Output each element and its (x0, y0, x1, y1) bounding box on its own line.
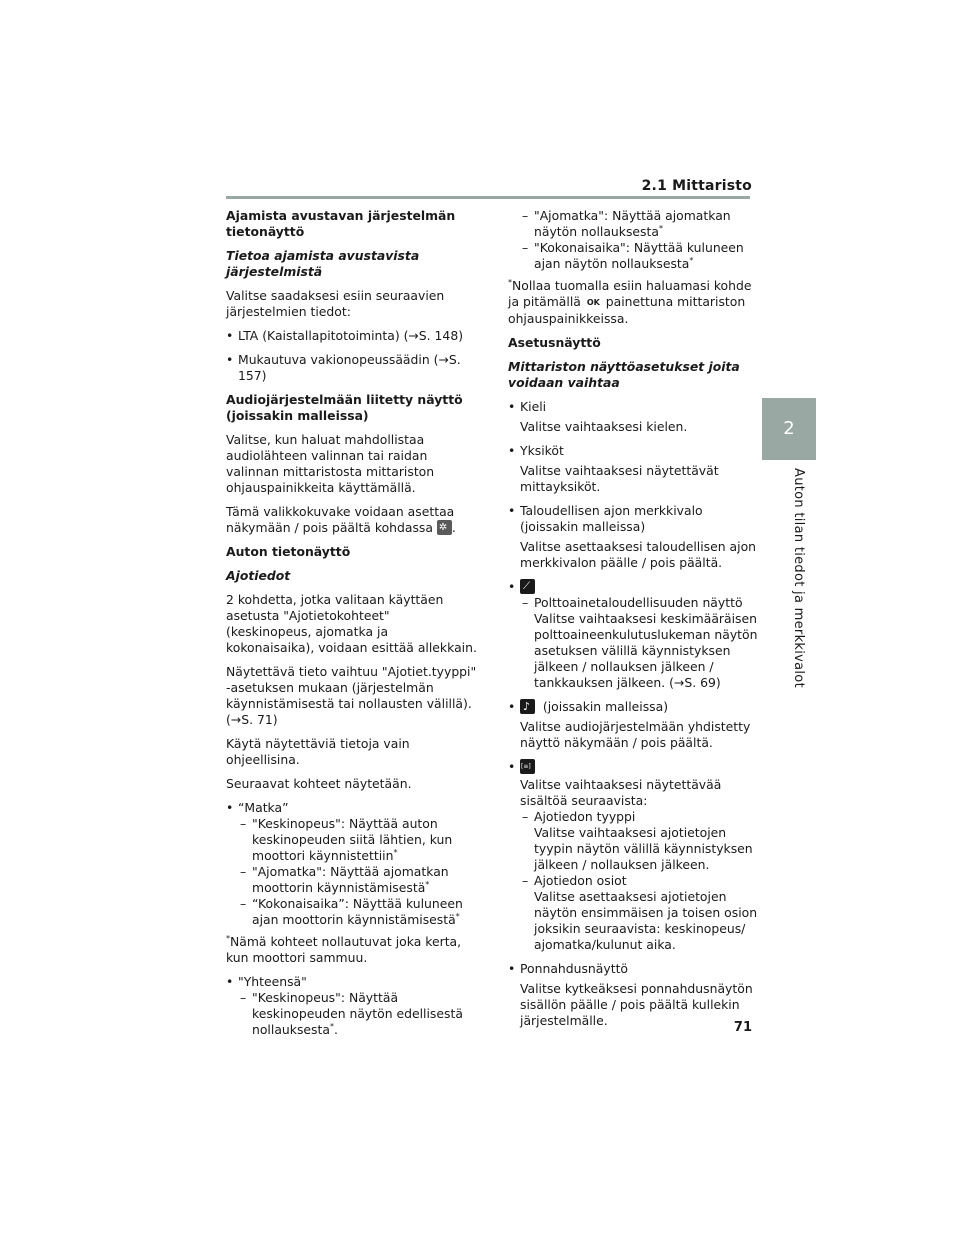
bullet-item: • Mukautuva vakionopeussäädin (→S. 157) (226, 352, 478, 384)
paragraph (226, 504, 478, 536)
text: “Kokonaisaika”: Näyttää kuluneen ajan moottorin käynnistämisestä (252, 896, 463, 927)
dash-item: – Ajotiedon tyyppi (508, 809, 760, 825)
text: Tämä valikkokuvake voidaan asettaa näkymään / pois päältä kohdassa (226, 504, 455, 535)
footnote (508, 278, 760, 327)
music-note-icon (520, 699, 535, 714)
paragraph: Valitse, kun haluat mahdollistaa audiolähteen valinnan tai raidan valinnan mittaristosta mittariston ohjauspainikkeita käyttämällä. (226, 432, 435, 495)
chapter-tab (762, 398, 816, 460)
text: "Ajomatka": Näyttää ajomatkan näytön nollauksesta (534, 208, 731, 239)
bullet-description: Valitse kytkeäksesi ponnahdusnäytön sisällön päälle / pois päältä kullekin järjestelmälle. (520, 981, 753, 1028)
footnote-mark: * (329, 1021, 334, 1031)
right-column (508, 208, 760, 1037)
text: "Kokonaisaika": Näyttää kuluneen ajan näytön nollauksesta (534, 240, 744, 271)
paragraph: 2 kohdetta, jotka valitaan käyttäen asetusta "Ajotietokohteet" (keskinopeus, ajomatka ja kokonaisaika), voidaan esittää allekkain. (226, 592, 477, 655)
paragraph: Näytettävä tieto vaihtuu "Ajotiet.tyyppi" -asetuksen mukaan (järjestelmän käynnistämisestä tai nollausten välillä). (→S. 71) (226, 664, 477, 727)
text: "Ajomatka": Näyttää ajomatkan moottorin käynnistämisestä (252, 864, 449, 895)
footnote-mark: * (425, 879, 430, 889)
text: . (451, 520, 456, 535)
bullet-description: Valitse vaihtaaksesi kielen. (520, 419, 688, 434)
footnote-mark: * (689, 255, 694, 265)
bullet-description: Valitse vaihtaaksesi näytettävää sisältöä seuraavista: (520, 777, 722, 808)
bullet-item (508, 699, 760, 715)
footnote-mark: * (508, 277, 512, 287)
text: . (333, 1022, 338, 1037)
heading: Ajamista avustavan järjestelmän tietonäyttö (226, 208, 456, 239)
dash-description: Valitse asettaaksesi ajotietojen näytön ensimmäisen ja toisen osion joksikin seuraavista: keskinopeus/ ajomatka/kulunut aika. (534, 889, 758, 952)
bullet-item: • Taloudellisen ajon merkkivalo (joissakin malleissa) (508, 503, 760, 535)
paragraph: Valitse saadaksesi esiin seuraavien järjestelmien tiedot: (226, 288, 445, 319)
header-rule (226, 196, 750, 199)
chapter-title: Auton tilan tiedot ja merkkivalot (791, 468, 806, 688)
text: painettuna mittariston ohjauspainikkeissa. (508, 294, 746, 326)
left-column (226, 208, 478, 1038)
dash-item (226, 816, 478, 864)
ok-button-icon: OK (586, 298, 600, 307)
dash-item: – Ajotiedon osiot (508, 873, 760, 889)
footnote-mark: * (455, 911, 460, 921)
bullet-item: • “Matka” (226, 800, 478, 816)
paragraph: Seuraavat kohteet näytetään. (226, 776, 412, 791)
heading: Audiojärjestelmään liitetty näyttö (joissakin malleissa) (226, 392, 463, 423)
dash-item (226, 896, 478, 928)
bullet-item (508, 759, 760, 775)
dash-item (226, 990, 478, 1038)
text: "Keskinopeus": Näyttää auton keskinopeuden siitä lähtien, kun moottori käynnistettiin (252, 816, 453, 863)
dash-item (226, 864, 478, 896)
bullet-item: • Yksiköt (508, 443, 760, 459)
bullet-item (508, 579, 760, 595)
heading: Auton tietonäyttö (226, 544, 351, 559)
dash-description: Valitse vaihtaaksesi keskimääräisen polttoaineenkulutuslukeman näytön asetuksen välillä käynnistyksen jälkeen / nollauksen jälkeen / tankkauksen jälkeen. (→S. 69) (534, 611, 758, 690)
chapter-number: 2 (783, 418, 795, 439)
drive-info-icon (520, 759, 535, 774)
footnote-mark: * (393, 847, 398, 857)
subheading: Tietoa ajamista avustavista järjestelmistä (226, 248, 420, 279)
dash-item: – Polttoainetaloudellisuuden näyttö (508, 595, 760, 611)
bullet-item: • Ponnahdusnäyttö (508, 961, 760, 977)
page-number: 71 (733, 1020, 752, 1035)
text: Nämä kohteet nollautuvat joka kerta, kun moottori sammuu. (226, 934, 462, 965)
bullet-description: Valitse vaihtaaksesi näytettävät mittayksiköt. (520, 463, 719, 494)
footnote-mark: * (658, 223, 663, 233)
heading: Asetusnäyttö (508, 335, 601, 350)
eco-leaf-icon (520, 579, 535, 594)
gear-icon (437, 520, 452, 535)
bullet-item: • LTA (Kaistallapitotoiminta) (→S. 148) (226, 328, 478, 344)
bullet-description: Valitse audiojärjestelmään yhdistetty näyttö näkymään / pois päältä. (520, 719, 751, 750)
text: "Keskinopeus": Näyttää keskinopeuden näytön edellisestä nollauksesta (252, 990, 463, 1037)
dash-description: Valitse vaihtaaksesi ajotietojen tyypin näytön välillä käynnistyksen jälkeen / nollauksen jälkeen. (534, 825, 753, 872)
footnote-mark: * (226, 933, 230, 943)
footnote (226, 934, 478, 966)
text: Nollaa tuomalla esiin haluamasi kohde ja pitämällä (508, 278, 752, 309)
dash-item (508, 240, 760, 272)
subheading: Ajotiedot (226, 568, 291, 583)
section-title: 2.1 Mittaristo (641, 178, 752, 194)
text: (joissakin malleissa) (542, 699, 669, 714)
bullet-item: • "Yhteensä" (226, 974, 478, 990)
subheading: Mittariston näyttöasetukset joita voidaan vaihtaa (508, 359, 740, 390)
bullet-description: Valitse asettaaksesi taloudellisen ajon merkkivalon päälle / pois päältä. (520, 539, 757, 570)
dash-item (508, 208, 760, 240)
bullet-item: • Kieli (508, 399, 760, 415)
paragraph: Käytä näytettäviä tietoja vain ohjeellisina. (226, 736, 410, 767)
